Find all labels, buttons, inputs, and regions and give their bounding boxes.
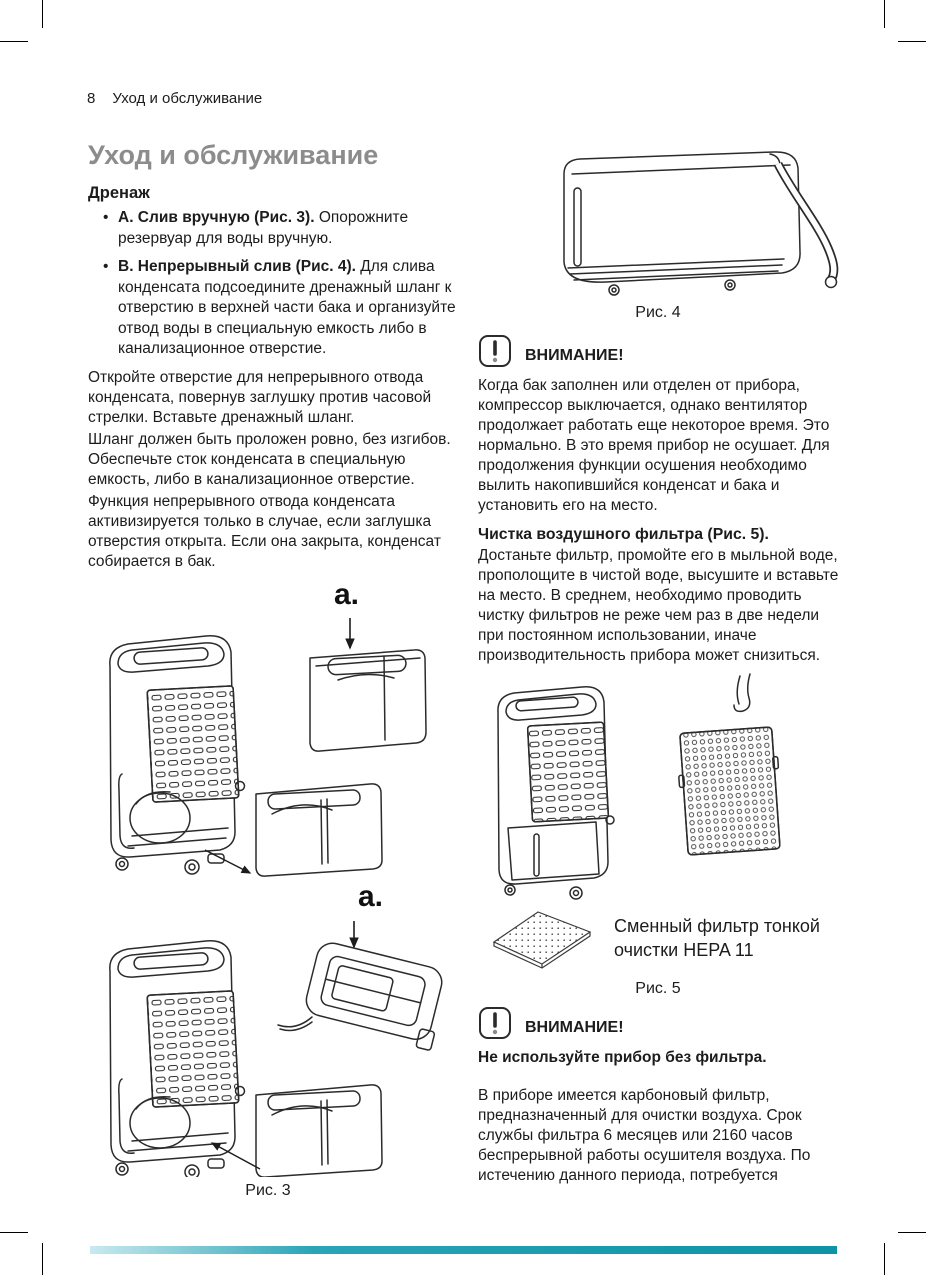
crop-mark <box>898 1232 926 1233</box>
warning-text: Когда бак заполнен или отделен от прибора, компрессор выключается, однако вентилятор продолжает работать еще некоторое время. Это нормально. В это время прибор не осушает. Для продолжения функции осушения необходимо вылить накопившийся конденсат и бака и установить его на место. <box>478 377 830 514</box>
paragraph: Функция непрерывного отвода конденсата активизируется только в случае, если заглушка отверстия открыта. Если она закрыта, конденсат собирается в бак. <box>88 492 441 570</box>
footer-accent-bar <box>90 1246 837 1254</box>
crop-mark <box>42 1243 43 1275</box>
crop-mark <box>42 0 43 28</box>
no-filter-warning-text: Не используйте прибор без фильтра. <box>478 1049 767 1066</box>
drainage-heading: Дренаж <box>88 184 150 202</box>
page-number: 8 <box>87 90 96 107</box>
dehumidifier-tank-drawing-top <box>88 614 433 882</box>
figure-3-label-a-top: a. <box>334 577 360 611</box>
warning-icon <box>478 334 512 370</box>
crop-mark <box>0 41 28 42</box>
paragraph: Шланг должен быть проложен ровно, без изгибов. Обеспечьте сток конденсата в специальную емкость, либо в канализационное отверстие. <box>88 430 451 488</box>
warning-title: ВНИМАНИЕ! <box>525 347 624 364</box>
crop-mark <box>884 1243 885 1275</box>
section-title: Уход и обслуживание <box>88 140 379 170</box>
figure-5-caption: Рис. 5 <box>635 980 681 997</box>
warning-title: ВНИМАНИЕ! <box>525 1019 624 1036</box>
crop-mark <box>898 41 926 42</box>
crop-mark <box>0 1232 28 1233</box>
warning-block <box>478 334 862 370</box>
right-column <box>478 140 862 1188</box>
running-header <box>87 90 262 107</box>
figure-3 <box>88 577 471 1206</box>
figure-3-caption: Рис. 3 <box>245 1181 291 1199</box>
figure-3-label-a-bottom: a. <box>358 879 384 913</box>
list-item: • В. Непрерывный слив (Рис. 4). Для слива конденсата подсоедините дренажный шланг к отверстию в верхней части бака и организуйте отвод воды в специальную емкость либо в канализационное отверстие. <box>118 257 471 360</box>
list-item: • А. Слив вручную (Рис. 3). Опорожните резервуар для воды вручную. <box>118 208 471 249</box>
drainage-list <box>88 208 471 360</box>
replacement-filter-row <box>478 902 862 974</box>
paragraph: Откройте отверстие для непрерывного отвода конденсата, повернув заглушку против часовой стрелки. Вставьте дренажный шланг. <box>88 368 432 426</box>
filter-cleaning-text: Достаньте фильтр, промойте его в мыльной воде, прополощите в чистой воде, высушите и вставьте на место. В среднем, необходимо проводить чистку фильтров не реже чем раз в две недели при постоянном использовании, иначе производительность прибора может снизиться. <box>478 547 839 664</box>
crop-mark <box>884 0 885 28</box>
left-column <box>88 140 471 1206</box>
figure-4-caption: Рис. 4 <box>635 304 681 321</box>
water-tank-hose-drawing <box>534 140 854 300</box>
dehumidifier-filter-drawing <box>478 672 862 900</box>
carbon-filter-text: В приборе имеется карбоновый фильтр, предназначенный для очистки воздуха. Срок службы фильтра 6 месяцев или 2160 часов беспрерывной работы осушителя воздуха. По истечению данного периода, потребуется <box>478 1087 811 1184</box>
hepa-filter-thumbnail <box>478 902 598 974</box>
dehumidifier-tank-drawing-bottom <box>88 919 448 1177</box>
replacement-filter-label: Сменный фильтр тонкой очистки HEPA 11 <box>614 916 820 960</box>
filter-cleaning-heading: Чистка воздушного фильтра (Рис. 5). <box>478 526 769 543</box>
warning-block <box>478 1006 862 1042</box>
running-header-text: Уход и обслуживание <box>112 90 263 107</box>
warning-icon <box>478 1006 512 1042</box>
